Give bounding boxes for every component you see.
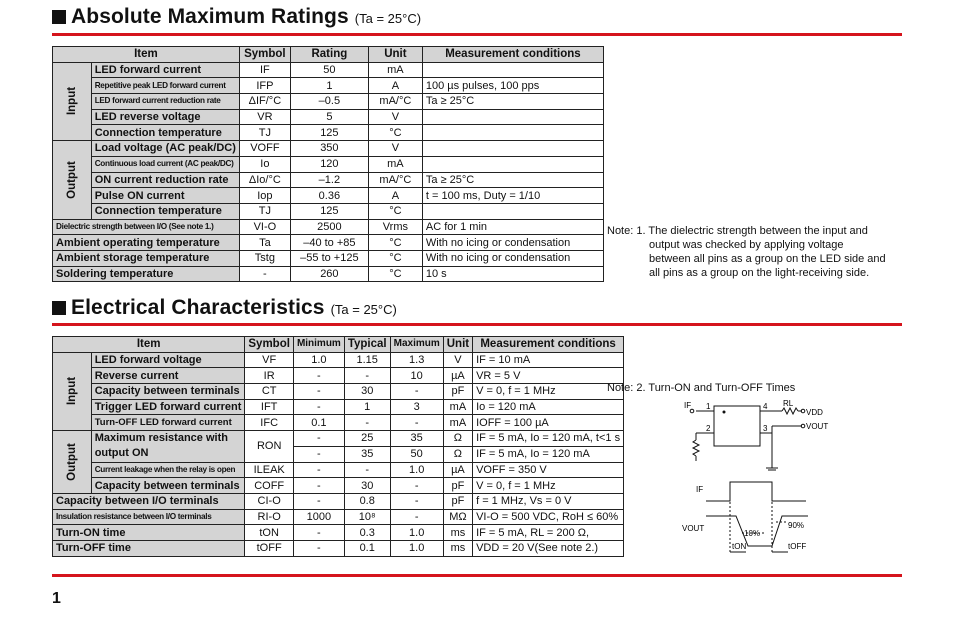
row-item: ON current reduction rate bbox=[91, 172, 239, 188]
row-conditions: IOFF = 100 µA bbox=[473, 415, 624, 431]
row-rating: 1 bbox=[290, 78, 368, 94]
row-max: 50 bbox=[390, 446, 443, 462]
row-conditions: V = 0, f = 1 MHz bbox=[473, 478, 624, 494]
row-conditions bbox=[422, 203, 603, 219]
row-symbol: - bbox=[239, 266, 290, 282]
row-typ: 25 bbox=[344, 431, 390, 447]
label-pin4: 4 bbox=[763, 402, 768, 411]
row-unit: °C bbox=[368, 235, 422, 251]
table-row bbox=[53, 462, 624, 478]
col-header-item: Item bbox=[53, 47, 240, 63]
square-bullet-icon bbox=[52, 10, 66, 24]
row-item: Turn-ON time bbox=[53, 525, 245, 541]
red-divider bbox=[52, 323, 902, 326]
row-symbol: Io bbox=[239, 156, 290, 172]
row-min: - bbox=[293, 525, 344, 541]
table-row bbox=[53, 78, 604, 94]
row-symbol: VOFF bbox=[239, 141, 290, 157]
row-typ: 1 bbox=[344, 399, 390, 415]
row-item: Connection temperature bbox=[91, 203, 239, 219]
table-row bbox=[53, 188, 604, 204]
row-rating: 260 bbox=[290, 266, 368, 282]
row-symbol: CI-O bbox=[245, 493, 294, 509]
col-header-typical: Typical bbox=[344, 337, 390, 353]
col-header-minimum: Minimum bbox=[293, 337, 344, 353]
row-conditions: Ta ≥ 25°C bbox=[422, 94, 603, 110]
table-row bbox=[53, 509, 624, 525]
label-vout: VOUT bbox=[682, 524, 705, 533]
row-conditions: VI-O = 500 VDC, RoH ≤ 60% bbox=[473, 509, 624, 525]
row-conditions: f = 1 MHz, Vs = 0 V bbox=[473, 493, 624, 509]
note-line: between all pins as a group on the LED side and bbox=[649, 253, 886, 265]
row-item: Insulation resistance between I/O terminals bbox=[53, 509, 245, 525]
label-pin3: 3 bbox=[763, 424, 768, 433]
row-symbol: tON bbox=[245, 525, 294, 541]
row-unit: Ω bbox=[443, 431, 472, 447]
footer-red-divider bbox=[52, 574, 902, 577]
note-line: Note: 1. The dielectric strength between the input and bbox=[607, 225, 868, 237]
square-bullet-icon bbox=[52, 301, 66, 315]
row-min: 0.1 bbox=[293, 415, 344, 431]
row-typ: 30 bbox=[344, 478, 390, 494]
label-vout: VOUT bbox=[806, 422, 829, 431]
col-header-maximum: Maximum bbox=[390, 337, 443, 353]
table-row bbox=[53, 250, 604, 266]
table-row bbox=[53, 156, 604, 172]
row-symbol: TJ bbox=[239, 203, 290, 219]
row-item: Turn-OFF LED forward current bbox=[91, 415, 245, 431]
row-rating: –55 to +125 bbox=[290, 250, 368, 266]
red-divider bbox=[52, 33, 902, 36]
row-symbol: IFP bbox=[239, 78, 290, 94]
row-symbol: IFC bbox=[245, 415, 294, 431]
note-line: all pins as a group on the light-receiving side. bbox=[649, 267, 870, 279]
table-row bbox=[53, 478, 624, 494]
row-conditions: V = 0, f = 1 MHz bbox=[473, 384, 624, 400]
row-unit: ms bbox=[443, 525, 472, 541]
row-unit: °C bbox=[368, 266, 422, 282]
col-header-conditions: Measurement conditions bbox=[473, 337, 624, 353]
row-rating: –0.5 bbox=[290, 94, 368, 110]
row-conditions bbox=[422, 109, 603, 125]
label-toff: tOFF bbox=[788, 542, 807, 551]
row-rating: 125 bbox=[290, 125, 368, 141]
row-unit: °C bbox=[368, 125, 422, 141]
col-header-rating: Rating bbox=[290, 47, 368, 63]
note-line: output was checked by applying voltage bbox=[649, 239, 844, 251]
row-conditions bbox=[422, 62, 603, 78]
row-symbol: ΔIF/°C bbox=[239, 94, 290, 110]
row-item: LED forward current bbox=[91, 62, 239, 78]
note-title: Note: 2. Turn-ON and Turn-OFF Times bbox=[607, 382, 796, 394]
group-label-input: Input bbox=[53, 62, 92, 140]
row-item: Capacity between terminals bbox=[91, 478, 245, 494]
row-conditions: IF = 10 mA bbox=[473, 352, 624, 368]
label-pin1: 1 bbox=[706, 402, 711, 411]
row-typ: 35 bbox=[344, 446, 390, 462]
row-conditions: VOFF = 350 V bbox=[473, 462, 624, 478]
row-typ: - bbox=[344, 462, 390, 478]
row-rating: 5 bbox=[290, 109, 368, 125]
row-min: - bbox=[293, 431, 344, 447]
row-item: Ambient storage temperature bbox=[53, 250, 240, 266]
row-typ: 1.15 bbox=[344, 352, 390, 368]
label-ton: tON bbox=[732, 542, 747, 551]
row-unit: mA/°C bbox=[368, 172, 422, 188]
row-item: Load voltage (AC peak/DC) bbox=[91, 141, 239, 157]
row-min: 1.0 bbox=[293, 352, 344, 368]
row-max: 3 bbox=[390, 399, 443, 415]
electrical-characteristics-table bbox=[52, 336, 624, 557]
table-row bbox=[53, 62, 604, 78]
row-min: - bbox=[293, 462, 344, 478]
group-label-output: Output bbox=[53, 141, 92, 219]
row-rating: 50 bbox=[290, 62, 368, 78]
row-conditions bbox=[422, 141, 603, 157]
row-symbol: Iop bbox=[239, 188, 290, 204]
table-row bbox=[53, 431, 624, 447]
row-item: LED forward current reduction rate bbox=[91, 94, 239, 110]
note-dielectric bbox=[607, 224, 886, 280]
note-switching-times bbox=[607, 381, 795, 395]
label-90pct: 90% bbox=[788, 521, 805, 530]
row-min: - bbox=[293, 368, 344, 384]
row-max: 1.0 bbox=[390, 462, 443, 478]
row-max: - bbox=[390, 509, 443, 525]
col-header-conditions: Measurement conditions bbox=[422, 47, 603, 63]
table-row bbox=[53, 235, 604, 251]
section-title: Electrical Characteristics bbox=[71, 296, 325, 319]
row-unit: mA bbox=[368, 62, 422, 78]
row-min: - bbox=[293, 478, 344, 494]
table-row bbox=[53, 525, 624, 541]
row-min: - bbox=[293, 493, 344, 509]
label-10pct: 10% bbox=[744, 529, 761, 538]
row-max: 1.0 bbox=[390, 525, 443, 541]
table-row bbox=[53, 203, 604, 219]
table-row bbox=[53, 384, 624, 400]
col-header-symbol: Symbol bbox=[239, 47, 290, 63]
col-header-item: Item bbox=[53, 337, 245, 353]
row-unit: mA/°C bbox=[368, 94, 422, 110]
row-conditions bbox=[422, 125, 603, 141]
row-item: Current leakage when the relay is open bbox=[91, 462, 245, 478]
row-item: Pulse ON current bbox=[91, 188, 239, 204]
row-typ: - bbox=[344, 368, 390, 384]
row-item: Capacity between terminals bbox=[91, 384, 245, 400]
row-item: Dielectric strength between I/O (See note 1.) bbox=[53, 219, 240, 235]
row-item: Connection temperature bbox=[91, 125, 239, 141]
row-unit: Vrms bbox=[368, 219, 422, 235]
row-symbol: RON bbox=[245, 431, 294, 462]
row-conditions: t = 100 ms, Duty = 1/10 bbox=[422, 188, 603, 204]
row-unit: pF bbox=[443, 493, 472, 509]
label-vdd: VDD bbox=[806, 408, 823, 417]
row-typ: 10⁸ bbox=[344, 509, 390, 525]
row-unit: mA bbox=[443, 399, 472, 415]
row-symbol: VI-O bbox=[239, 219, 290, 235]
row-conditions: With no icing or condensation bbox=[422, 250, 603, 266]
row-conditions: Ta ≥ 25°C bbox=[422, 172, 603, 188]
group-label-output: Output bbox=[53, 431, 92, 494]
row-item: Reverse current bbox=[91, 368, 245, 384]
table-row bbox=[53, 493, 624, 509]
row-item: Ambient operating temperature bbox=[53, 235, 240, 251]
row-typ: - bbox=[344, 415, 390, 431]
row-max: 1.3 bbox=[390, 352, 443, 368]
row-conditions: AC for 1 min bbox=[422, 219, 603, 235]
row-rating: 350 bbox=[290, 141, 368, 157]
if-waveform bbox=[706, 482, 806, 501]
row-conditions: With no icing or condensation bbox=[422, 235, 603, 251]
col-header-unit: Unit bbox=[368, 47, 422, 63]
page-number: 1 bbox=[52, 590, 61, 607]
table-row bbox=[53, 219, 604, 235]
row-conditions: IF = 5 mA, Io = 120 mA bbox=[473, 446, 624, 462]
row-item: LED reverse voltage bbox=[91, 109, 239, 125]
row-conditions: Io = 120 mA bbox=[473, 399, 624, 415]
table-row bbox=[53, 352, 624, 368]
row-unit: µA bbox=[443, 462, 472, 478]
table-row bbox=[53, 266, 604, 282]
row-symbol: Tstg bbox=[239, 250, 290, 266]
row-conditions: VR = 5 V bbox=[473, 368, 624, 384]
section-title: Absolute Maximum Ratings bbox=[71, 5, 349, 28]
row-symbol: CT bbox=[245, 384, 294, 400]
row-symbol: IF bbox=[239, 62, 290, 78]
row-typ: 0.3 bbox=[344, 525, 390, 541]
row-max: - bbox=[390, 415, 443, 431]
row-conditions: IF = 5 mA, Io = 120 mA, t<1 s bbox=[473, 431, 624, 447]
table-row bbox=[53, 94, 604, 110]
row-unit: V bbox=[443, 352, 472, 368]
row-item: Maximum resistance with output ON bbox=[91, 431, 245, 462]
row-conditions: 100 µs pulses, 100 pps bbox=[422, 78, 603, 94]
row-symbol: VR bbox=[239, 109, 290, 125]
table-row bbox=[53, 141, 604, 157]
row-conditions: 10 s bbox=[422, 266, 603, 282]
table-row bbox=[53, 109, 604, 125]
col-header-unit: Unit bbox=[443, 337, 472, 353]
row-unit: °C bbox=[368, 203, 422, 219]
row-symbol: VF bbox=[245, 352, 294, 368]
table-row bbox=[53, 125, 604, 141]
row-rating: –40 to +85 bbox=[290, 235, 368, 251]
timing-diagram bbox=[676, 478, 846, 556]
table-row bbox=[53, 540, 624, 556]
table-row bbox=[53, 368, 624, 384]
label-pin2: 2 bbox=[706, 424, 711, 433]
row-conditions: VDD = 20 V(See note 2.) bbox=[473, 540, 624, 556]
row-rating: 2500 bbox=[290, 219, 368, 235]
relay-body bbox=[714, 406, 760, 446]
table-row bbox=[53, 415, 624, 431]
table-row bbox=[53, 399, 624, 415]
row-item: Trigger LED forward current bbox=[91, 399, 245, 415]
row-unit: V bbox=[368, 109, 422, 125]
row-unit: V bbox=[368, 141, 422, 157]
table-header-row bbox=[53, 47, 604, 63]
row-min: - bbox=[293, 540, 344, 556]
row-unit: ms bbox=[443, 540, 472, 556]
row-conditions: IF = 5 mA, RL = 200 Ω, bbox=[473, 525, 624, 541]
row-symbol: IR bbox=[245, 368, 294, 384]
row-max: - bbox=[390, 384, 443, 400]
absolute-max-ratings-table bbox=[52, 46, 604, 282]
table-header-row bbox=[53, 337, 624, 353]
row-max: 10 bbox=[390, 368, 443, 384]
label-rl: RL bbox=[783, 399, 794, 408]
section-condition: (Ta = 25°C) bbox=[354, 11, 422, 26]
section-heading-electrical bbox=[52, 296, 397, 320]
row-rating: 125 bbox=[290, 203, 368, 219]
row-item: Turn-OFF time bbox=[53, 540, 245, 556]
row-min: 1000 bbox=[293, 509, 344, 525]
row-rating: 0.36 bbox=[290, 188, 368, 204]
row-typ: 0.1 bbox=[344, 540, 390, 556]
table-row bbox=[53, 172, 604, 188]
row-item: LED forward voltage bbox=[91, 352, 245, 368]
row-symbol: COFF bbox=[245, 478, 294, 494]
group-label-input: Input bbox=[53, 352, 92, 430]
col-header-symbol: Symbol bbox=[245, 337, 294, 353]
row-unit: mA bbox=[368, 156, 422, 172]
row-symbol: RI-O bbox=[245, 509, 294, 525]
row-symbol: tOFF bbox=[245, 540, 294, 556]
row-unit: mA bbox=[443, 415, 472, 431]
row-unit: MΩ bbox=[443, 509, 472, 525]
row-symbol: TJ bbox=[239, 125, 290, 141]
section-heading-absolute-max bbox=[52, 5, 421, 29]
row-max: - bbox=[390, 478, 443, 494]
row-item: Continuous load current (AC peak/DC) bbox=[91, 156, 239, 172]
row-unit: Ω bbox=[443, 446, 472, 462]
row-unit: °C bbox=[368, 250, 422, 266]
row-rating: 120 bbox=[290, 156, 368, 172]
row-symbol: Ta bbox=[239, 235, 290, 251]
row-max: 35 bbox=[390, 431, 443, 447]
row-unit: pF bbox=[443, 384, 472, 400]
pin1-dot bbox=[723, 411, 726, 414]
row-max: - bbox=[390, 493, 443, 509]
section-condition: (Ta = 25°C) bbox=[330, 302, 397, 317]
row-min: - bbox=[293, 399, 344, 415]
label-if: IF bbox=[684, 401, 692, 410]
label-if: IF bbox=[696, 485, 704, 494]
row-item: Repetitive peak LED forward current bbox=[91, 78, 239, 94]
test-circuit-diagram bbox=[676, 398, 836, 474]
row-min: - bbox=[293, 384, 344, 400]
row-unit: A bbox=[368, 188, 422, 204]
row-conditions bbox=[422, 156, 603, 172]
row-symbol: IFT bbox=[245, 399, 294, 415]
row-item: Capacity between I/O terminals bbox=[53, 493, 245, 509]
row-unit: pF bbox=[443, 478, 472, 494]
row-typ: 30 bbox=[344, 384, 390, 400]
row-typ: 0.8 bbox=[344, 493, 390, 509]
row-max: 1.0 bbox=[390, 540, 443, 556]
row-rating: –1.2 bbox=[290, 172, 368, 188]
row-symbol: ΔIo/°C bbox=[239, 172, 290, 188]
row-item: Soldering temperature bbox=[53, 266, 240, 282]
row-min: - bbox=[293, 446, 344, 462]
row-symbol: ILEAK bbox=[245, 462, 294, 478]
row-unit: A bbox=[368, 78, 422, 94]
row-unit: µA bbox=[443, 368, 472, 384]
